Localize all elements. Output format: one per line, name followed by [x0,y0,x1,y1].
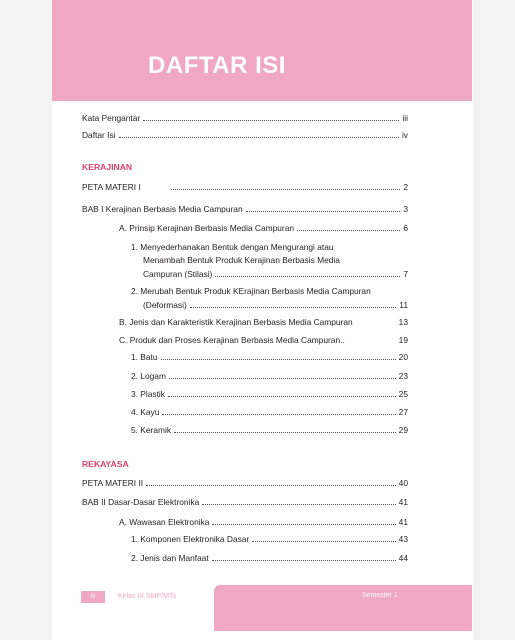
toc-entry-bab-2[interactable]: BAB II Dasar-Dasar Elektronika 41 [82,497,408,507]
section-heading-rekayasa: REKAYASA [82,459,129,469]
toc-entry-a2-jenis[interactable]: 2. Jenis dan Manfaat 44 [131,553,408,563]
footer-class-text: Kelas IX SMP/MTs [118,593,176,600]
toc-entry-a1-line2: Menambah Bentuk Produk Kerajinan Berbasis Media [143,255,340,265]
toc-entry-kata-pengantar[interactable]: Kata Pengantar iii [82,113,408,123]
footer-semester-text: Semester 1 [362,592,398,599]
toc-entry-c-produk[interactable]: C. Produk dan Proses Kerajinan Berbasis Media Campuran.. 19 [119,335,408,345]
header-band [52,0,472,101]
toc-entry-b-jenis[interactable]: B. Jenis dan Karakteristik Kerajinan Berbasis Media Campuran 13 [119,317,408,327]
toc-entry-bab-1[interactable]: BAB I Kerajinan Berbasis Media Campuran 3 [82,204,408,214]
toc-entry-a-prinsip[interactable]: A. Prinsip Kerajinan Berbasis Media Campuran 6 [119,223,408,233]
toc-entry-a-wawasan[interactable]: A. Wawasan Elektronika 41 [119,517,408,527]
toc-entry-a1-stilasi[interactable]: Campuran (Stilasi) 7 [143,269,408,279]
page-number-badge: iv [81,591,105,603]
toc-entry-peta-materi-2[interactable]: PETA MATERI II 40 [82,478,408,488]
page-title: DAFTAR ISI [148,52,286,79]
footer-band [214,585,472,631]
toc-entry-daftar-isi[interactable]: Daftar Isi iv [82,130,408,140]
section-heading-kerajinan: KERAJINAN [82,162,133,172]
toc-entry-c2-logam[interactable]: 2. Logam 23 [131,371,408,381]
toc-entry-c1-batu[interactable]: 1. Batu 20 [131,352,408,362]
toc-entry-a1-komponen[interactable]: 1. Komponen Elektronika Dasar 43 [131,534,408,544]
toc-entry-a2-line1: 2. Merubah Bentuk Produk KErajinan Berbasis Media Campuran [131,286,371,296]
toc-entry-c3-plastik[interactable]: 3. Plastik 25 [131,389,408,399]
toc-entry-c4-kayu[interactable]: 4. Kayu 27 [131,407,408,417]
toc-entry-c5-keramik[interactable]: 5. Keramik 29 [131,425,408,435]
toc-entry-a1-line1: 1. Menyederhanakan Bentuk dengan Mengurangi atau [131,242,334,252]
toc-entry-a2-deformasi[interactable]: (Deformasi) 11 [143,300,408,310]
toc-entry-peta-materi-1[interactable]: PETA MATERI I 2 [82,182,408,192]
